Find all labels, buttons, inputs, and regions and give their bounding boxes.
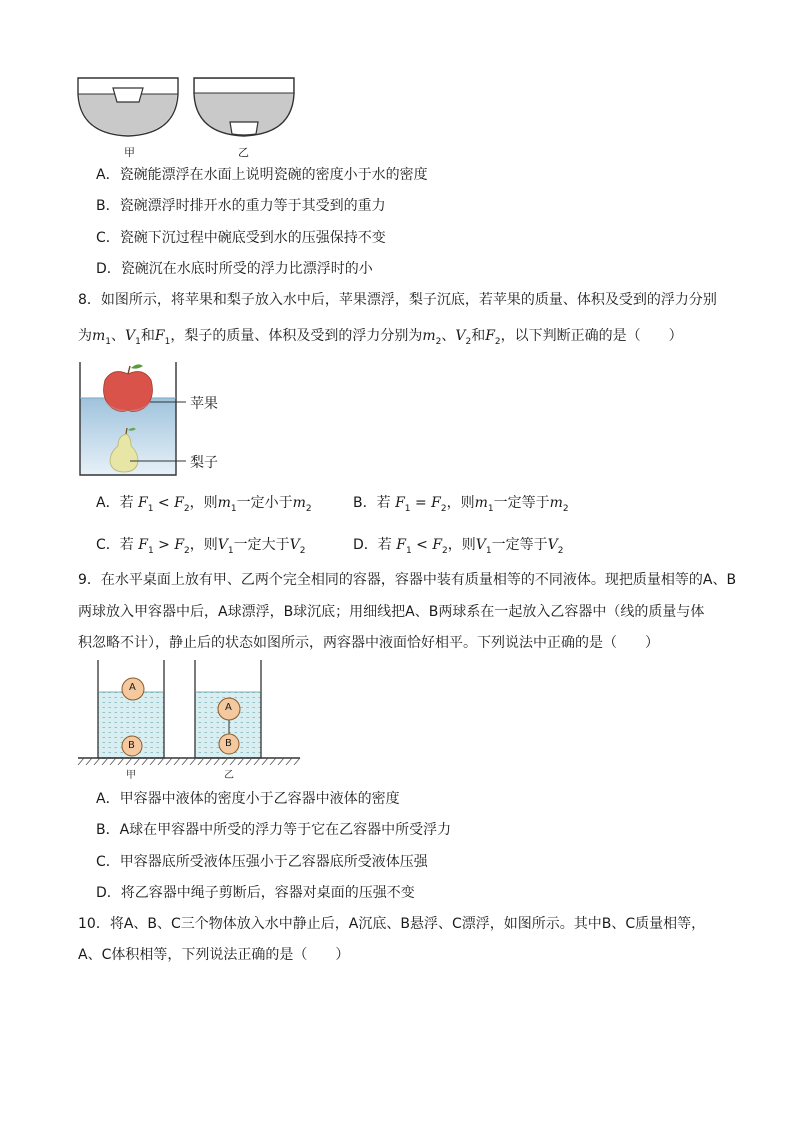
- figure-label-yi: 乙: [238, 146, 249, 159]
- q8-stem-line1: 8．如图所示，将苹果和梨子放入水中后，苹果漂浮，梨子沉底，若苹果的质量、体积及受到的浮力分别: [78, 292, 717, 308]
- ball-b-left: B: [128, 740, 135, 751]
- q7-option-c: C．瓷碗下沉过程中碗底受到水的压强保持不变: [96, 230, 386, 246]
- q7-option-b: B．瓷碗漂浮时排开水的重力等于其受到的重力: [96, 198, 386, 214]
- q8-stem-line2: 为$m_1$、$V_1$和$F_1$，梨子的质量、体积及受到的浮力分别为$m_2$、$V_2$和$F_2$，以下判断正确的是（ ）: [78, 328, 683, 347]
- ball-a-left: A: [129, 682, 136, 693]
- container-label-yi: 乙: [224, 770, 234, 781]
- label-apple: 苹果: [190, 396, 218, 412]
- q7-option-a: A．瓷碗能漂浮在水面上说明瓷碗的密度小于水的密度: [96, 167, 428, 183]
- q9-stem-line1: 9．在水平桌面上放有甲、乙两个完全相同的容器，容器中装有质量相等的不同液体。现把质量相等的A、B: [78, 572, 737, 588]
- container-label-jia: 甲: [126, 770, 136, 781]
- q10-stem-line1: 10．将A、B、C三个物体放入水中静止后，A沉底、B悬浮、C漂浮，如图所示。其中B、C质量相等，: [78, 916, 706, 932]
- q9-option-c: C．甲容器底所受液体压强小于乙容器底所受液体压强: [96, 854, 428, 870]
- label-pear: 梨子: [190, 455, 218, 471]
- q10-stem-line2: A、C体积相等，下列说法正确的是（ ）: [78, 947, 350, 963]
- q9-stem-line2: 两球放入甲容器中后，A球漂浮，B球沉底；用细线把A、B两球系在一起放入乙容器中（线的质量与体: [78, 604, 705, 620]
- q8-option-a: A．若 $F_1 < F_2$，则$m_1$一定小于$m_2$: [96, 495, 312, 514]
- q9-stem-line3: 积忽略不计），静止后的状态如图所示，两容器中液面恰好相平。下列说法中正确的是（ ）: [78, 635, 659, 651]
- q8-option-c: C．若 $F_1 > F_2$，则$V_1$一定大于$V_2$: [96, 537, 306, 556]
- q7-option-d: D．瓷碗沉在水底时所受的浮力比漂浮时的小: [96, 261, 373, 277]
- q9-option-a: A．甲容器中液体的密度小于乙容器中液体的密度: [96, 791, 400, 807]
- ball-a-right: A: [225, 702, 232, 713]
- figure-label-jia: 甲: [124, 146, 135, 159]
- q8-option-d: D．若 $F_1 < F_2$，则$V_1$一定等于$V_2$: [353, 537, 564, 556]
- q9-option-d: D．将乙容器中绳子剪断后，容器对桌面的压强不变: [96, 885, 415, 901]
- q8-option-b: B．若 $F_1 = F_2$，则$m_1$一定等于$m_2$: [353, 495, 569, 514]
- ball-b-right: B: [225, 738, 232, 749]
- q9-option-b: B．A球在甲容器中所受的浮力等于它在乙容器中所受浮力: [96, 822, 452, 838]
